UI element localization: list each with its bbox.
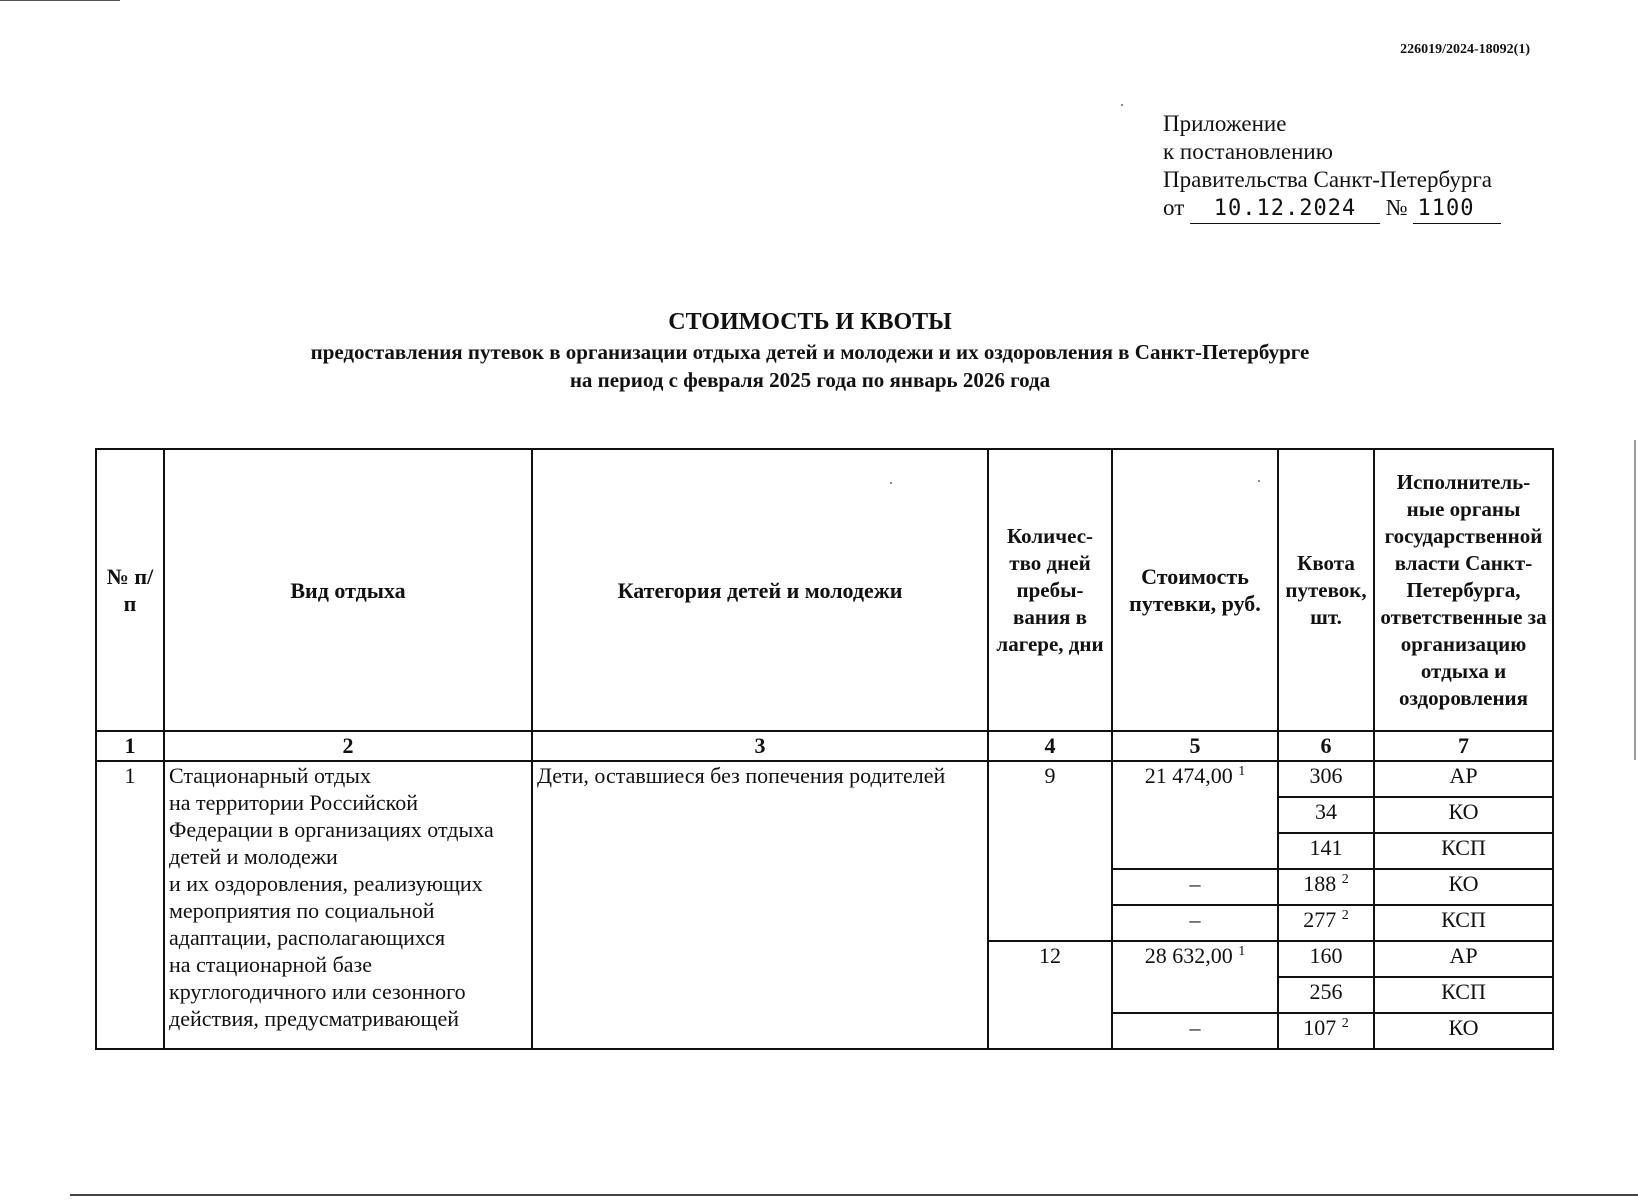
- rest-type-line: и их оздоровления, реализующих: [169, 871, 483, 896]
- quota-cell: [1278, 941, 1374, 977]
- quota-value: 256: [1309, 979, 1343, 1004]
- column-number-row: [96, 731, 1553, 761]
- appendix-date-line: [1163, 194, 1583, 224]
- row-number: 1: [96, 761, 164, 1049]
- quota-table: [95, 448, 1554, 1050]
- quota-value: 160: [1309, 943, 1343, 968]
- rest-type-line: на территории Российской: [169, 790, 418, 815]
- rest-type-line: Федерации в организациях отдыха: [169, 817, 494, 842]
- table-header-row: [96, 449, 1553, 731]
- org-cell: КО: [1374, 1013, 1553, 1049]
- document-title: СТОИМОСТЬ И КВОТЫ: [668, 309, 952, 335]
- footnote-marker: 1: [1238, 944, 1246, 959]
- scan-edge-top: [0, 0, 120, 1]
- header-cost: Стоимость путевки, руб.: [1112, 449, 1278, 731]
- cost-dash-cell: –: [1112, 905, 1278, 941]
- date-prefix: от: [1163, 195, 1185, 220]
- rest-type-cell: [164, 761, 532, 1049]
- appendix-block: [1163, 110, 1583, 224]
- org-cell: АР: [1374, 761, 1553, 797]
- decree-number: 1100: [1413, 195, 1501, 224]
- quota-cell: [1278, 977, 1374, 1013]
- appendix-line-2: к постановлению: [1163, 139, 1333, 164]
- quota-cell: [1278, 761, 1374, 797]
- quota-value: 188: [1303, 871, 1337, 896]
- footnote-marker: 2: [1341, 1016, 1349, 1031]
- footnote-marker: 1: [1238, 764, 1246, 779]
- number-sign: №: [1385, 195, 1408, 220]
- header-days: Количес-тво дней пребы-вания в лагере, дни: [988, 449, 1112, 731]
- rest-type-line: Стационарный отдых: [169, 763, 371, 788]
- org-cell: КСП: [1374, 977, 1553, 1013]
- decree-date: 10.12.2024: [1190, 195, 1380, 224]
- category-cell: Дети, оставшиеся без попечения родителей: [532, 761, 988, 1049]
- scan-edge-right: [1634, 440, 1636, 760]
- column-number: 4: [988, 731, 1112, 761]
- rest-type-line: детей и молодежи: [169, 844, 338, 869]
- org-cell: КСП: [1374, 905, 1553, 941]
- cost-cell: [1112, 941, 1278, 1013]
- scan-edge-bottom: [70, 1194, 1638, 1196]
- rest-type-line: мероприятия по социальной: [169, 898, 435, 923]
- column-number: 5: [1112, 731, 1278, 761]
- column-number: 3: [532, 731, 988, 761]
- quota-cell: [1278, 797, 1374, 833]
- footnote-marker: 2: [1341, 872, 1349, 887]
- org-cell: АР: [1374, 941, 1553, 977]
- header-type: Вид отдыха: [164, 449, 532, 731]
- quota-value: 34: [1315, 799, 1337, 824]
- document-subtitle-1: предоставления путевок в организации отдыха детей и молодежи и их оздоровления в Санкт-Петербурге: [310, 340, 1310, 364]
- column-number: 1: [96, 731, 164, 761]
- org-cell: КО: [1374, 869, 1553, 905]
- rest-type-line: адаптации, располагающихся: [169, 925, 446, 950]
- header-num: № п/п: [96, 449, 164, 731]
- cost-dash-cell: –: [1112, 869, 1278, 905]
- days-cell: 9: [988, 761, 1112, 941]
- column-number: 6: [1278, 731, 1374, 761]
- quota-cell: [1278, 1013, 1374, 1049]
- table-row: [96, 761, 1553, 797]
- rest-type-line: на стационарной базе: [169, 952, 372, 977]
- quota-cell: [1278, 833, 1374, 869]
- cost-value: 28 632,00: [1144, 943, 1233, 968]
- column-number: 2: [164, 731, 532, 761]
- cost-value: 21 474,00: [1144, 763, 1233, 788]
- rest-type-line: круглогодичного или сезонного: [169, 979, 466, 1004]
- quota-cell: [1278, 869, 1374, 905]
- scan-speck: [1121, 104, 1123, 106]
- org-cell: КО: [1374, 797, 1553, 833]
- document-subtitle-2: на период с февраля 2025 года по январь 2026 года: [569, 368, 1051, 392]
- quota-value: 107: [1303, 1015, 1337, 1040]
- footnote-marker: 2: [1341, 908, 1349, 923]
- appendix-line-1: Приложение: [1163, 111, 1287, 136]
- document-title-block: [60, 306, 1560, 394]
- rest-type-line: действия, предусматривающей: [169, 1006, 459, 1031]
- cost-dash-cell: –: [1112, 1013, 1278, 1049]
- appendix-line-3: Правительства Санкт-Петербурга: [1163, 167, 1492, 192]
- days-cell: 12: [988, 941, 1112, 1049]
- cost-cell: [1112, 761, 1278, 869]
- registration-number: 226019/2024-18092(1): [1400, 42, 1530, 57]
- header-org: Исполнитель-ные органы государственной власти Санкт-Петербурга, ответственные за организацию отдыха и оздоровления: [1374, 449, 1553, 731]
- org-cell: КСП: [1374, 833, 1553, 869]
- quota-value: 306: [1309, 763, 1343, 788]
- header-category: Категория детей и молодежи: [532, 449, 988, 731]
- quota-cell: [1278, 905, 1374, 941]
- column-number: 7: [1374, 731, 1553, 761]
- quota-value: 277: [1303, 907, 1337, 932]
- header-quota: Квота путевок, шт.: [1278, 449, 1374, 731]
- quota-value: 141: [1309, 835, 1343, 860]
